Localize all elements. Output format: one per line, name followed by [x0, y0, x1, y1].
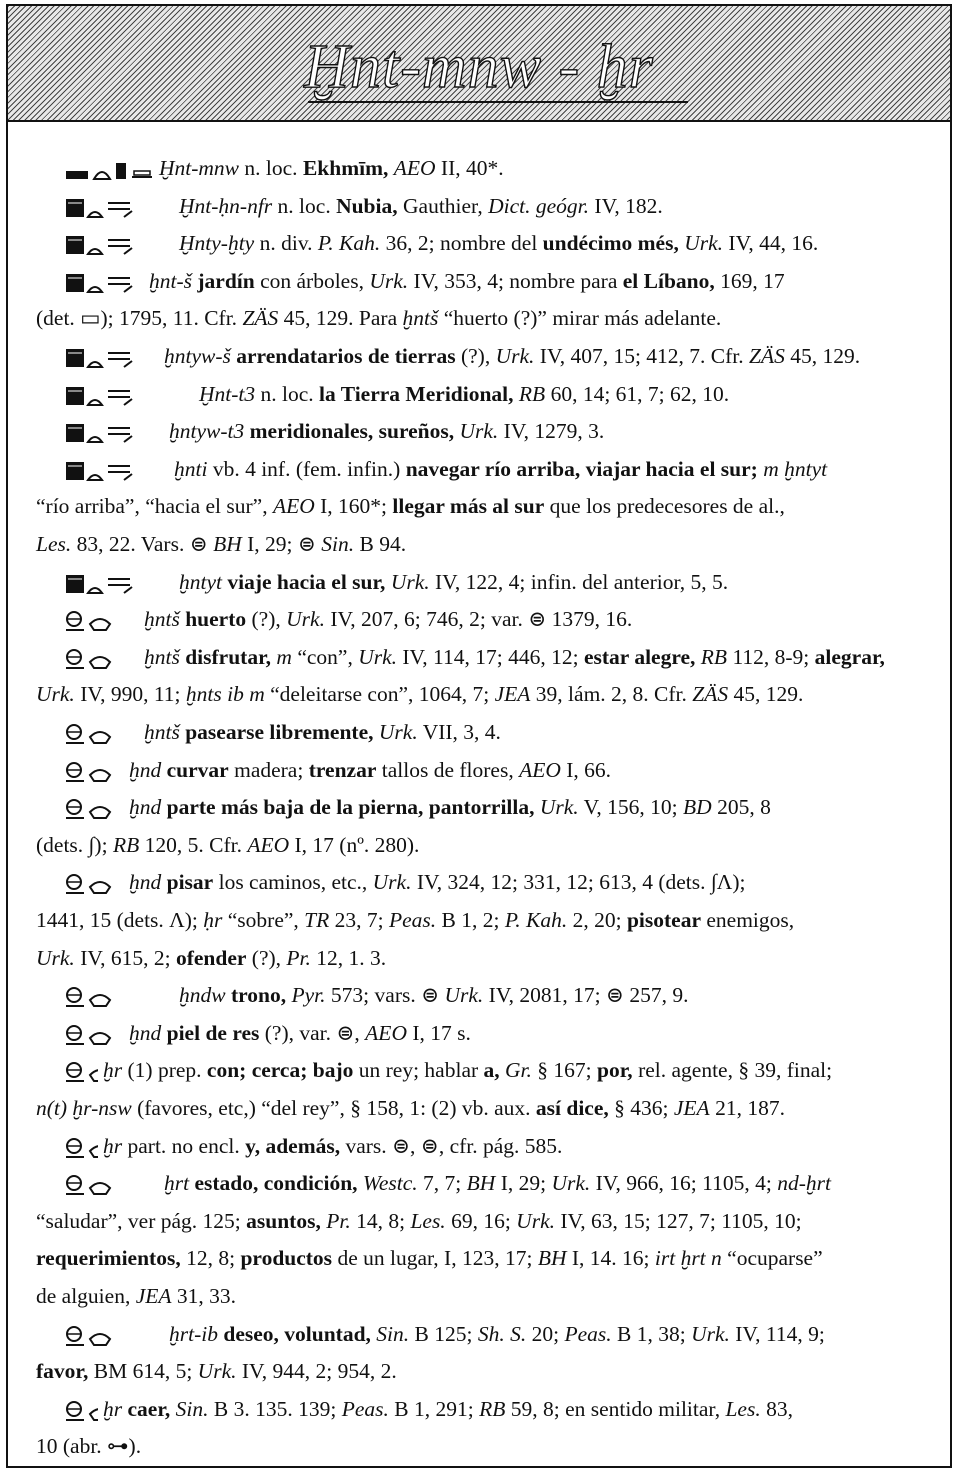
entry-text-segment: ḥr — [203, 908, 223, 932]
entry-text-segment: 205, 8 — [711, 795, 771, 820]
entry-text-segment: con árboles, — [254, 268, 370, 293]
entry-text-segment: Les. — [410, 1208, 446, 1233]
entry-text-segment: meridionales, sureños, — [249, 419, 455, 444]
entry-headword-line — [64, 1165, 831, 1202]
entry-text-segment: I, 29; ⊜ — [241, 532, 322, 556]
hieroglyph-group-hnti — [64, 458, 169, 484]
entry-text-segment: a, — [483, 1058, 500, 1083]
entry-text-segment: “huerto (?)” mirar más adelante. — [438, 306, 722, 331]
entry-text-segment: Gr. — [505, 1058, 532, 1083]
entry-continuation-line — [36, 1090, 785, 1127]
entry-text-segment: Urk. — [390, 569, 430, 594]
entry-text-segment: VII, 3, 4. — [417, 720, 501, 744]
entry-text-segment: BD — [683, 795, 712, 820]
entry-text-segment: TR — [304, 908, 330, 932]
entry-text-segment: pisar — [166, 870, 214, 895]
entry-text-segment: los caminos, etc., — [213, 870, 373, 895]
entry-text-segment: Sin. — [175, 1396, 209, 1421]
entry-text-segment: viaje hacia el sur, — [227, 569, 386, 594]
entry-headword-line — [64, 413, 604, 450]
entry-text-segment: IV, 122, 4; infin. del anterior, 5, 5. — [429, 569, 729, 594]
hieroglyph-group-hnt-t3 — [64, 383, 194, 409]
entry-text-segment: huerto — [185, 607, 247, 632]
entry-text-segment: arrendatarios de tierras — [236, 344, 456, 368]
entry-text-segment: 31, 33. — [171, 1284, 237, 1308]
entry-headword-line — [64, 225, 818, 262]
entry-text-segment: disfrutar, — [185, 644, 272, 669]
entry-text-segment: asuntos, — [246, 1208, 321, 1233]
entry-text-segment: Ḫnt-t3 — [199, 381, 256, 406]
entry-text-segment: I, 29; — [495, 1171, 552, 1196]
entry-text-segment: Urk. — [197, 1359, 237, 1384]
entry-text-segment: Peas. — [564, 1321, 612, 1346]
entry-text-segment: ḫntš — [144, 644, 180, 669]
hieroglyph-group-hrt-ib — [64, 1323, 164, 1349]
entry-headword-line — [64, 150, 504, 187]
entry-text-segment: irt ḫrt n — [654, 1246, 722, 1271]
entry-text-segment: y, además, — [245, 1133, 341, 1158]
entry-text-segment: Ḫnty-ḫty — [179, 231, 255, 256]
entry-text-segment: 7, 7; — [417, 1171, 467, 1196]
entry-text-segment: B 125; — [409, 1321, 478, 1346]
entry-text-segment: B 1, 291; — [388, 1396, 480, 1421]
hieroglyph-group-hntyw-s — [64, 345, 159, 371]
entry-text-segment: 21, 187. — [709, 1096, 785, 1120]
entry-text-segment: (1) prep. — [122, 1058, 207, 1083]
entry-continuation-line — [36, 1278, 236, 1315]
entry-text-segment: JEA — [135, 1284, 172, 1308]
entry-text-segment: 39, lám. 2, 8. Cfr. — [530, 682, 693, 707]
entry-text-segment: Ḫnt-ḥn-nfr — [179, 193, 273, 218]
entry-text-segment: Peas. — [341, 1396, 389, 1421]
entry-text-segment: B 1, 38; — [611, 1321, 692, 1346]
entry-text-segment: ḫr — [103, 1133, 123, 1158]
entry-text-segment: (favores, etc,) “del rey”, § 158, 1: (2) vb. aux. — [131, 1096, 536, 1120]
entry-headword-line — [64, 338, 860, 375]
hieroglyph-group-hr — [64, 1135, 98, 1161]
hieroglyph-group-hnd — [64, 871, 124, 897]
entry-text-segment: RB — [112, 832, 140, 857]
entry-text-segment: de alguien, — [36, 1284, 136, 1308]
entry-continuation-line — [36, 827, 419, 864]
entry-text-segment: Pr. — [286, 945, 311, 970]
entry-text-segment: “con”, — [291, 644, 359, 669]
entry-text-segment: JEA — [673, 1096, 710, 1120]
entry-headword-line — [64, 263, 785, 300]
entry-text-segment: (det. ▭); 1795, 11. Cfr. — [36, 306, 243, 331]
entry-text-segment: llegar más al sur — [392, 494, 545, 519]
entry-continuation-line — [36, 300, 721, 337]
entry-headword-line — [64, 1316, 825, 1353]
entry-text-segment: (?), — [455, 344, 496, 368]
entry-text-segment: BM 614, 5; — [88, 1359, 198, 1384]
entry-text-segment: 12, 8; — [180, 1246, 241, 1271]
entry-text-segment: caer, — [127, 1396, 171, 1421]
entry-text-segment: 83, 22. Vars. ⊜ — [71, 532, 214, 556]
entry-text-segment: productos — [240, 1246, 333, 1271]
entry-text-segment: RB — [700, 644, 728, 669]
entry-text-segment: P. Kah. — [504, 908, 568, 932]
entry-text-segment: nd-ḫrt — [777, 1171, 831, 1196]
entry-text-segment: 45, 129. — [728, 682, 804, 707]
entry-text-segment: jardín — [197, 268, 255, 293]
entry-text-segment: navegar río arriba, viajar hacia el sur; — [405, 456, 758, 481]
entry-text-segment: Gauthier, — [397, 193, 489, 218]
hieroglyph-group-hr — [64, 1059, 98, 1085]
entry-text-segment: m ḫntyt — [763, 456, 828, 481]
entry-text-segment: así dice, — [535, 1096, 609, 1120]
entry-text-segment: ḫnd — [129, 795, 162, 820]
entry-text-segment: Ekhmīm, — [302, 156, 389, 180]
entry-text-segment: Urk. — [495, 344, 535, 368]
entry-text-segment: de un lugar, I, 123, 17; — [332, 1246, 538, 1271]
entry-text-segment: “río arriba”, “hacia el sur”, — [36, 494, 273, 519]
entry-text-segment: RB — [479, 1396, 506, 1421]
entry-text-segment: ḫnd — [129, 757, 162, 782]
hieroglyph-group-hrt — [64, 1172, 159, 1198]
entry-text-segment: vb. 4 inf. (fem. infin.) — [207, 456, 406, 481]
entry-text-segment: AEO — [519, 757, 561, 782]
entry-text-segment: n(t) ḫr-nsw — [36, 1096, 132, 1120]
entry-headword-line — [64, 714, 501, 751]
entry-headword-line — [64, 1391, 793, 1428]
entry-text-segment: Ḫnt-mnw — [159, 156, 240, 180]
entry-text-segment: I, 17 (nº. 280). — [289, 832, 420, 857]
hieroglyph-group-hnd — [64, 796, 124, 822]
entry-text-segment: IV, 353, 4; nombre para — [408, 268, 623, 293]
entry-headword-line — [64, 977, 688, 1014]
entry-continuation-line — [36, 1428, 141, 1465]
entry-text-segment: ḫndw — [179, 983, 226, 1008]
entry-continuation-line — [36, 488, 785, 525]
entry-text-segment: ḫntyt — [179, 569, 222, 594]
entry-text-segment: IV, 207, 6; 746, 2; var. ⊜ 1379, 16. — [324, 607, 633, 632]
entry-text-segment: Pr. — [326, 1208, 351, 1233]
entry-text-segment: trono, — [230, 983, 287, 1008]
entry-headword-line — [64, 451, 827, 488]
entry-continuation-line — [36, 1353, 397, 1390]
entry-text-segment: IV, 63, 15; 127, 7; 1105, 10; — [554, 1208, 802, 1233]
entry-text-segment: JEA — [494, 682, 531, 707]
entry-text-segment: el Líbano, — [622, 268, 715, 293]
entry-text-segment: 23, 7; — [329, 908, 389, 932]
entry-text-segment: parte más baja de la pierna, pantorrilla, — [166, 795, 535, 820]
entry-text-segment: ḫntš — [144, 720, 180, 744]
entry-text-segment: alegrar, — [814, 644, 885, 669]
entry-text-segment: pisotear — [626, 908, 701, 932]
entry-text-segment: IV, 990, 11; — [74, 682, 186, 707]
entry-text-segment: Urk. — [358, 644, 398, 669]
entry-text-segment: ḫntš — [402, 306, 439, 331]
entry-text-segment: requerimientos, — [36, 1246, 181, 1271]
entry-text-segment: 573; vars. ⊜ — [325, 983, 445, 1008]
entry-text-segment: IV, 944, 2; 954, 2. — [236, 1359, 397, 1384]
entry-text-segment: ZÄS — [749, 344, 785, 368]
entry-text-segment: Urk. — [539, 795, 579, 820]
entry-headword-line — [64, 864, 746, 901]
entry-text-segment: 60, 14; 61, 7; 62, 10. — [545, 381, 730, 406]
entry-text-segment: P. Kah. — [317, 231, 381, 256]
entry-text-segment: 45, 129. Para — [278, 306, 403, 331]
entry-text-segment: AEO — [365, 1020, 407, 1045]
entry-text-segment: ḫntyw-š — [164, 344, 231, 368]
entry-text-segment: Urk. — [516, 1208, 555, 1233]
entry-text-segment: IV, 182. — [589, 193, 663, 218]
entry-text-segment: I, 66. — [560, 757, 612, 782]
entry-text-segment: BH — [213, 532, 242, 556]
entry-headword-line — [64, 564, 728, 601]
title-underline — [308, 101, 688, 103]
entry-text-segment: Urk. — [372, 870, 412, 895]
entry-continuation-line — [36, 676, 803, 713]
entry-text-segment: part. no encl. — [122, 1133, 246, 1158]
entry-text-segment: IV, 324, 12; 331, 12; 613, 4 (dets. ∫Λ); — [411, 870, 746, 895]
entry-continuation-line — [36, 902, 794, 939]
entry-text-segment: 14, 8; — [350, 1208, 411, 1233]
entry-text-segment: 2, 20; — [567, 908, 627, 932]
entry-text-segment: Sh. S. — [477, 1321, 527, 1346]
entry-continuation-line — [36, 1240, 823, 1277]
entry-text-segment: Urk. — [691, 1321, 730, 1346]
hieroglyph-group-hnt-hn-nfr — [64, 195, 174, 221]
entry-text-segment: Urk. — [444, 983, 484, 1008]
entry-text-segment: un rey; hablar — [353, 1058, 484, 1083]
entry-text-segment: 169, 17 — [714, 268, 785, 293]
entry-text-segment: Peas. — [389, 908, 437, 932]
hieroglyph-group-hnty-hty — [64, 232, 174, 258]
entry-text-segment: (dets. ∫); — [36, 832, 113, 857]
entry-text-segment: Urk. — [369, 268, 409, 293]
hieroglyph-group-hntyt — [64, 571, 174, 597]
hieroglyph-group-hnt-mnw — [64, 157, 154, 183]
entry-headword-line — [64, 1128, 562, 1165]
entry-text-segment: pasearse libremente, — [185, 720, 374, 744]
entry-text-segment: ofender — [175, 945, 247, 970]
entry-text-segment: IV, 966, 16; 1105, 4; — [590, 1171, 778, 1196]
entry-text-segment: 120, 5. Cfr. — [139, 832, 248, 857]
entry-headword-line — [64, 639, 885, 676]
hieroglyph-group-hndw — [64, 984, 174, 1010]
entry-text-segment: (?), — [246, 945, 287, 970]
entry-text-segment: deseo, voluntad, — [223, 1321, 371, 1346]
entry-text-segment: trenzar — [308, 757, 377, 782]
entry-text-segment: 59, 8; en sentido militar, — [505, 1396, 726, 1421]
entry-text-segment: Westc. — [362, 1171, 418, 1196]
entry-text-segment: BH — [466, 1171, 496, 1196]
entry-text-segment: vars. ⊜, ⊜, cfr. pág. 585. — [340, 1133, 563, 1158]
entry-text-segment: ZÄS — [692, 682, 729, 707]
entry-headword-line — [64, 376, 729, 413]
entry-text-segment: I, 17 s. — [406, 1020, 471, 1045]
entry-text-segment: ḫr — [103, 1396, 123, 1421]
hieroglyph-group-hnd — [64, 1022, 124, 1048]
entry-text-segment: IV, 2081, 17; ⊜ 257, 9. — [483, 983, 689, 1008]
entry-text-segment: IV, 114, 17; 446, 12; — [397, 644, 584, 669]
entry-text-segment: Nubia, — [336, 193, 398, 218]
entry-text-segment: tallos de flores, — [376, 757, 520, 782]
entry-text-segment: ḫrt-ib — [169, 1321, 218, 1346]
entry-text-segment: Pyr. — [291, 983, 326, 1008]
entry-text-segment: Urk. — [286, 607, 325, 632]
entry-text-segment: IV, 407, 15; 412, 7. Cfr. — [534, 344, 750, 368]
entry-text-segment: IV, 1279, 3. — [498, 419, 605, 444]
entry-text-segment: ḫnts ib m — [185, 682, 265, 707]
entry-text-segment: ḫnd — [129, 870, 162, 895]
entry-text-segment: 1441, 15 (dets. Λ); — [36, 908, 204, 932]
entry-text-segment: B 3. 135. 139; — [208, 1396, 342, 1421]
entry-text-segment: 20; — [526, 1321, 565, 1346]
entry-text-segment: IV, 44, 16. — [723, 231, 819, 256]
hieroglyph-group-hnts — [64, 721, 139, 747]
entry-text-segment: (?), var. ⊜, — [259, 1020, 366, 1045]
entry-text-segment: n. div. — [254, 231, 318, 256]
entry-text-segment: ḫnd — [129, 1020, 162, 1045]
entry-text-segment: estado, condición, — [194, 1171, 358, 1196]
entry-text-segment: “sobre”, — [222, 908, 305, 932]
entry-text-segment: BH — [537, 1246, 567, 1271]
entry-text-segment: piel de res — [166, 1020, 260, 1045]
entry-text-segment: Urk. — [378, 720, 418, 744]
entry-text-segment: Urk. — [459, 419, 499, 444]
hieroglyph-group-hr — [64, 1398, 98, 1424]
entry-text-segment: “ocuparse” — [721, 1246, 823, 1271]
entry-text-segment: Urk. — [36, 682, 75, 707]
entry-continuation-line — [36, 526, 406, 563]
entry-text-segment: B 1, 2; — [436, 908, 505, 932]
entry-text-segment: Les. — [36, 532, 72, 556]
entry-text-segment: por, — [597, 1058, 633, 1083]
page-title: Ḫnt-mnw - ḫr — [304, 33, 654, 101]
entry-text-segment: m — [276, 644, 292, 669]
hieroglyph-group-hnts — [64, 608, 139, 634]
entry-headword-line — [64, 789, 771, 826]
entry-text-segment: AEO — [272, 494, 315, 519]
hieroglyph-group-hnt-s — [64, 270, 144, 296]
entry-text-segment: ḫr — [103, 1058, 123, 1083]
entry-headword-line — [64, 1052, 832, 1089]
entry-text-segment: I, 160*; — [314, 494, 393, 519]
entry-text-segment: AEO — [393, 156, 436, 180]
entry-text-segment: B 94. — [354, 532, 407, 556]
entry-headword-line — [64, 601, 632, 638]
entry-text-segment: § 167; — [531, 1058, 598, 1083]
entry-text-segment: V, 156, 10; — [578, 795, 684, 820]
entry-text-segment: “deleitarse con”, 1064, 7; — [264, 682, 495, 707]
entry-text-segment: n. loc. — [272, 193, 337, 218]
entry-text-segment: con; cerca; bajo — [206, 1058, 354, 1083]
entry-text-segment: ḫnt-š — [149, 268, 192, 293]
entry-text-segment: IV, 114, 9; — [729, 1321, 825, 1346]
entry-text-segment: AEO — [247, 832, 290, 857]
entry-text-segment: (?), — [246, 607, 287, 632]
entry-text-segment: n. loc. — [239, 156, 303, 180]
entry-text-segment: favor, — [36, 1359, 89, 1384]
entry-headword-line — [64, 1015, 471, 1052]
entry-text-segment: 112, 8-9; — [727, 644, 815, 669]
entry-text-segment: la Tierra Meridional, — [319, 381, 514, 406]
entry-continuation-line — [36, 940, 386, 977]
entry-text-segment: ḫntyw-t3 — [169, 419, 245, 444]
entry-text-segment: I, 14. 16; — [566, 1246, 655, 1271]
entry-text-segment: n. loc. — [255, 381, 320, 406]
entry-text-segment: ḫnti — [174, 456, 208, 481]
entry-continuation-line — [36, 1203, 802, 1240]
header-band — [6, 4, 952, 122]
entry-text-segment: rel. agente, § 39, final; — [632, 1058, 833, 1083]
entry-text-segment: Urk. — [36, 945, 75, 970]
entry-text-segment: II, 40*. — [435, 156, 504, 180]
entry-text-segment: curvar — [166, 757, 229, 782]
entry-text-segment: IV, 615, 2; — [74, 945, 176, 970]
entry-text-segment: 69, 16; — [445, 1208, 517, 1233]
entry-text-segment: 83, — [760, 1396, 793, 1421]
entry-text-segment: 45, 129. — [784, 344, 861, 368]
entry-text-segment: § 436; — [608, 1096, 674, 1120]
hieroglyph-group-hnts — [64, 646, 139, 672]
entry-text-segment: estar alegre, — [583, 644, 696, 669]
entry-text-segment: enemigos, — [700, 908, 795, 932]
entry-text-segment: Sin. — [321, 532, 355, 556]
entry-text-segment: ḫntš — [144, 607, 180, 632]
entry-text-segment: 36, 2; nombre del — [380, 231, 543, 256]
entry-text-segment: undécimo més, — [542, 231, 679, 256]
entry-text-segment: que los predecesores de al., — [544, 494, 785, 519]
entry-headword-line — [64, 188, 663, 225]
hieroglyph-group-hnd — [64, 759, 124, 785]
entry-text-segment: Les. — [725, 1396, 761, 1421]
entry-text-segment: RB — [518, 381, 546, 406]
entry-text-segment: ḫrt — [164, 1171, 190, 1196]
entry-text-segment: Sin. — [376, 1321, 410, 1346]
entry-text-segment: ZÄS — [242, 306, 279, 331]
entry-text-segment: Urk. — [551, 1171, 591, 1196]
entry-text-segment: Dict. geógr. — [488, 193, 590, 218]
entry-text-segment: 10 (abr. ⊶). — [36, 1434, 142, 1459]
hieroglyph-group-hntyw-t3 — [64, 420, 164, 446]
entry-text-segment: 12, 1. 3. — [310, 945, 387, 970]
entry-text-segment: Urk. — [684, 231, 724, 256]
entry-headword-line — [64, 752, 611, 789]
entry-text-segment: “saludar”, ver pág. 125; — [36, 1208, 247, 1233]
entry-text-segment: madera; — [228, 757, 309, 782]
